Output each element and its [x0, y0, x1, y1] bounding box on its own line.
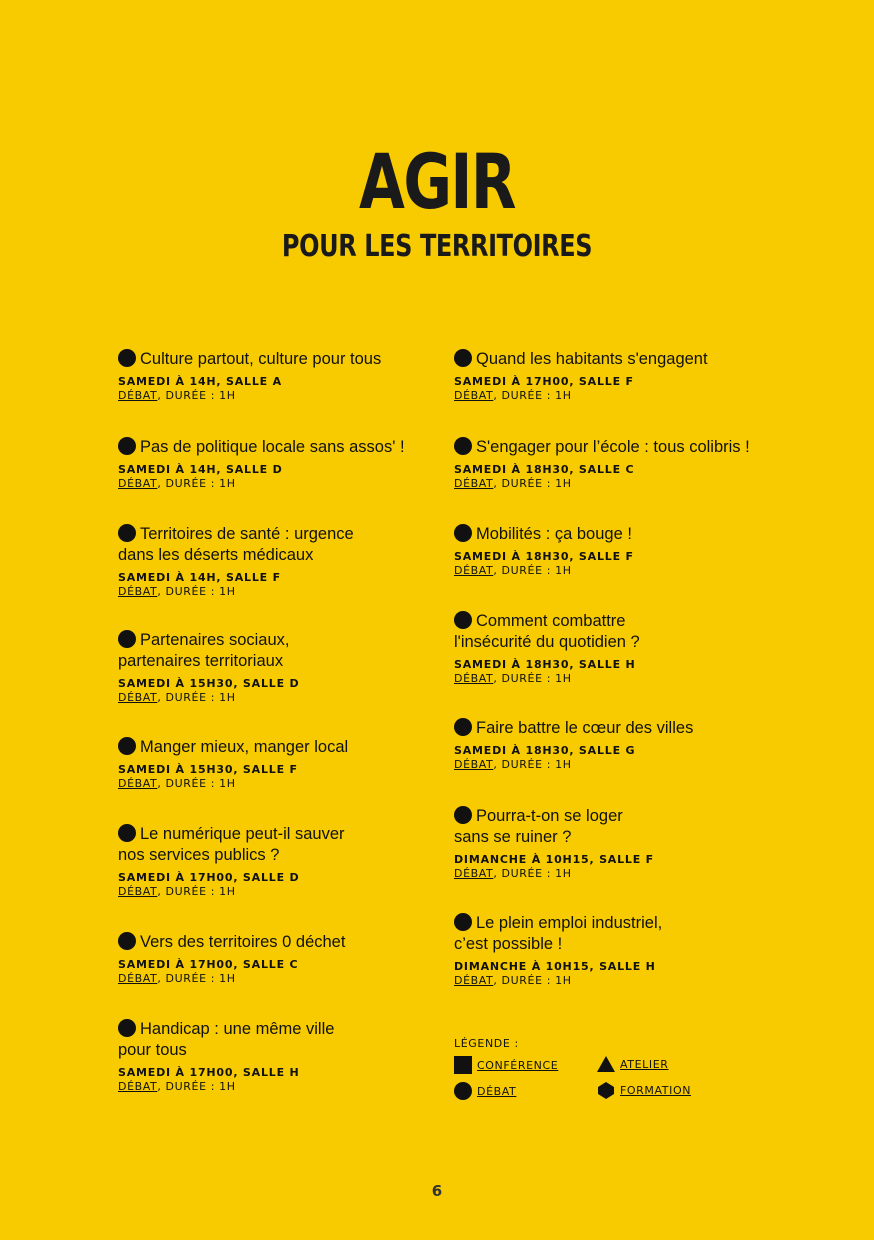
event-title: Faire battre le cœur des villes	[476, 719, 694, 737]
triangle-icon	[597, 1056, 615, 1072]
debat-circle-icon	[118, 1019, 136, 1037]
event-duration: , DURÉE : 1H	[493, 389, 572, 402]
event-type-link[interactable]: DÉBAT	[454, 867, 494, 880]
event-item	[118, 524, 368, 599]
event-item	[454, 611, 684, 686]
event-schedule: SAMEDI À 15H30, SALLE F	[118, 763, 298, 776]
legend	[454, 1036, 754, 1098]
event-title: Vers des territoires 0 déchet	[140, 933, 346, 951]
debat-circle-icon	[454, 913, 472, 931]
debat-circle-icon	[454, 611, 472, 629]
page-number: 6	[431, 1182, 443, 1200]
event-type-link[interactable]: DÉBAT	[454, 477, 494, 490]
event-title: Le plein emploi industriel, c’est possible !	[454, 914, 663, 953]
event-item	[118, 932, 438, 986]
debat-circle-icon	[454, 524, 472, 542]
hexagon-icon	[597, 1082, 615, 1099]
event-duration: , DURÉE : 1H	[493, 564, 572, 577]
event-type-link[interactable]: DÉBAT	[118, 585, 158, 598]
event-duration: , DURÉE : 1H	[157, 972, 236, 985]
event-item	[454, 524, 774, 578]
event-duration: , DURÉE : 1H	[157, 1080, 236, 1093]
event-duration: , DURÉE : 1H	[157, 389, 236, 402]
legend-atelier-link[interactable]: ATELIER	[620, 1057, 669, 1071]
debat-circle-icon	[454, 718, 472, 736]
event-schedule: SAMEDI À 17H00, SALLE H	[118, 1066, 300, 1079]
event-title: S'engager pour l’école : tous colibris !	[476, 438, 750, 456]
event-schedule: SAMEDI À 15H30, SALLE D	[118, 677, 300, 690]
debat-circle-icon	[454, 349, 472, 367]
event-schedule: SAMEDI À 17H00, SALLE C	[118, 958, 299, 971]
event-item	[118, 1019, 348, 1094]
square-icon	[454, 1056, 472, 1074]
event-title: Handicap : une même ville pour tous	[118, 1020, 335, 1059]
legend-item-debat	[454, 1082, 516, 1100]
legend-conference-link[interactable]: CONFÉRENCE	[477, 1058, 559, 1072]
event-item	[454, 437, 764, 491]
event-duration: , DURÉE : 1H	[493, 758, 572, 771]
legend-item-atelier	[597, 1056, 669, 1072]
page-title: AGIR	[359, 137, 515, 226]
event-title: Pourra-t-on se loger sans se ruiner ?	[454, 807, 623, 846]
event-item	[118, 437, 438, 491]
event-title: Manger mieux, manger local	[140, 738, 349, 756]
event-type-link[interactable]: DÉBAT	[118, 389, 158, 402]
event-title: Partenaires sociaux, partenaires territoriaux	[118, 631, 290, 670]
event-title: Pas de politique locale sans assos' !	[140, 438, 405, 456]
event-type-link[interactable]: DÉBAT	[118, 691, 158, 704]
event-type-link[interactable]: DÉBAT	[118, 1080, 158, 1093]
event-duration: , DURÉE : 1H	[157, 477, 236, 490]
event-item	[454, 349, 774, 403]
debat-circle-icon	[118, 349, 136, 367]
event-type-link[interactable]: DÉBAT	[118, 972, 158, 985]
event-title: Mobilités : ça bouge !	[476, 525, 632, 543]
event-duration: , DURÉE : 1H	[493, 477, 572, 490]
event-type-link[interactable]: DÉBAT	[454, 389, 494, 402]
event-duration: , DURÉE : 1H	[493, 867, 572, 880]
event-duration: , DURÉE : 1H	[157, 777, 236, 790]
event-type-link[interactable]: DÉBAT	[118, 885, 158, 898]
debat-circle-icon	[454, 437, 472, 455]
legend-item-conference	[454, 1056, 558, 1074]
circle-icon	[454, 1082, 472, 1100]
event-type-link[interactable]: DÉBAT	[454, 672, 494, 685]
debat-circle-icon	[118, 932, 136, 950]
event-type-link[interactable]: DÉBAT	[454, 974, 494, 987]
event-schedule: SAMEDI À 18H30, SALLE G	[454, 744, 636, 757]
event-schedule: SAMEDI À 18H30, SALLE F	[454, 550, 634, 563]
page-subtitle: POUR LES TERRITOIRES	[281, 229, 593, 264]
event-schedule: SAMEDI À 14H, SALLE F	[118, 571, 281, 584]
event-duration: , DURÉE : 1H	[157, 585, 236, 598]
event-title: Comment combattre l'insécurité du quotidien ?	[454, 612, 640, 651]
event-schedule: SAMEDI À 14H, SALLE D	[118, 463, 283, 476]
event-duration: , DURÉE : 1H	[493, 974, 572, 987]
event-item	[454, 718, 774, 772]
event-title: Quand les habitants s'engagent	[476, 350, 708, 368]
legend-title: LÉGENDE :	[454, 1037, 519, 1050]
event-schedule: SAMEDI À 18H30, SALLE C	[454, 463, 635, 476]
event-item	[454, 806, 654, 881]
legend-item-formation	[597, 1082, 691, 1099]
debat-circle-icon	[118, 437, 136, 455]
event-schedule: SAMEDI À 17H00, SALLE F	[454, 375, 634, 388]
event-duration: , DURÉE : 1H	[157, 885, 236, 898]
legend-formation-link[interactable]: FORMATION	[620, 1084, 692, 1097]
event-type-link[interactable]: DÉBAT	[118, 477, 158, 490]
event-schedule: DIMANCHE À 10H15, SALLE H	[454, 960, 656, 973]
event-schedule: SAMEDI À 18H30, SALLE H	[454, 658, 636, 671]
event-item	[118, 824, 368, 899]
debat-circle-icon	[118, 824, 136, 842]
event-schedule: SAMEDI À 17H00, SALLE D	[118, 871, 300, 884]
event-item	[118, 349, 438, 403]
event-title: Territoires de santé : urgence dans les déserts médicaux	[118, 525, 354, 564]
event-type-link[interactable]: DÉBAT	[454, 758, 494, 771]
debat-circle-icon	[454, 806, 472, 824]
debat-circle-icon	[118, 524, 136, 542]
event-duration: , DURÉE : 1H	[157, 691, 236, 704]
event-schedule: DIMANCHE À 10H15, SALLE F	[454, 853, 654, 866]
event-item	[118, 630, 318, 705]
event-type-link[interactable]: DÉBAT	[454, 564, 494, 577]
event-item	[454, 913, 694, 988]
event-duration: , DURÉE : 1H	[493, 672, 572, 685]
event-title: Le numérique peut-il sauver nos services publics ?	[118, 825, 345, 864]
debat-circle-icon	[118, 630, 136, 648]
event-title: Culture partout, culture pour tous	[140, 350, 382, 368]
event-schedule: SAMEDI À 14H, SALLE A	[118, 375, 282, 388]
event-item	[118, 737, 438, 791]
debat-circle-icon	[118, 737, 136, 755]
event-type-link[interactable]: DÉBAT	[118, 777, 158, 790]
legend-debat-link[interactable]: DÉBAT	[477, 1084, 517, 1098]
